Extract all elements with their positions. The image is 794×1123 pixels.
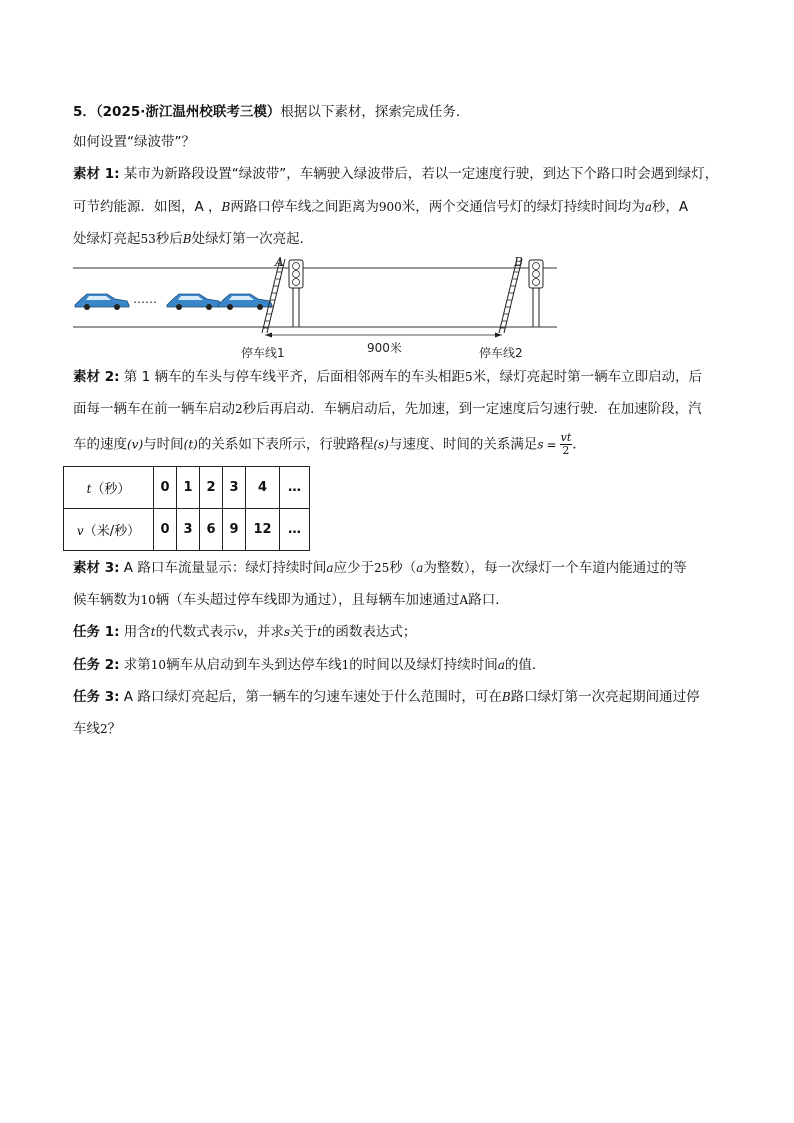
var-a: a xyxy=(497,658,505,672)
text: 处绿灯亮起 xyxy=(73,231,141,247)
var-v: v xyxy=(76,524,84,538)
task3-label: 任务 3: xyxy=(73,689,120,705)
material2-line1 xyxy=(73,367,702,387)
car-icon xyxy=(167,294,221,310)
num-10: 10 xyxy=(150,658,167,672)
text: 面每一辆车在前一辆车启动 xyxy=(73,401,235,417)
stop-line-2-label: 停车线2 xyxy=(479,346,523,360)
traffic-light-icon xyxy=(529,260,543,327)
text: ？ xyxy=(107,721,122,737)
var-a: a xyxy=(644,200,652,214)
text: 米，两个交通信号灯的绿灯持续时间均为 xyxy=(401,199,645,215)
text: 秒（ xyxy=(389,560,417,576)
text: 为整数），每一次绿灯一个车道内能通过的等 xyxy=(423,560,687,576)
table-cell: 9 xyxy=(223,509,246,551)
table-cell: 0 xyxy=(154,509,177,551)
var-B: B xyxy=(221,200,231,214)
material1-text1: 某市为新路段设置“绿波带”，车辆驶入绿波带后，若以一定速度行驶，到达下个路口时会遇到绿灯， xyxy=(123,166,719,182)
text: A 路口车流量显示：绿灯持续时间 xyxy=(123,560,327,576)
table-cell: 3 xyxy=(223,467,246,509)
task2 xyxy=(73,655,545,675)
table-header-v xyxy=(64,509,154,551)
table-cell: 2 xyxy=(200,467,223,509)
var-s: (s) xyxy=(373,437,389,452)
stop-line-2 xyxy=(499,259,522,333)
text: ． xyxy=(572,436,586,453)
material1-line2 xyxy=(73,197,688,217)
dots-text: …… xyxy=(133,292,157,306)
text: 秒，A xyxy=(651,199,689,215)
var-s: s xyxy=(537,437,544,452)
text: 秒后 xyxy=(155,231,183,247)
material3-line1 xyxy=(73,558,687,578)
table-cell: 0 xyxy=(154,467,177,509)
var-a: a xyxy=(326,561,334,575)
task1-label: 任务 1: xyxy=(73,624,120,640)
num-900: 900 xyxy=(378,200,402,214)
text: 的值． xyxy=(504,657,546,673)
num-1: 1 xyxy=(341,658,350,672)
table-cell: 4 xyxy=(246,467,280,509)
num-10: 10 xyxy=(140,593,156,607)
text: 秒后再启动．车辆启动后，先加速，到一定速度后匀速行驶．在加速阶段，汽 xyxy=(242,401,702,417)
text: 路口． xyxy=(468,592,509,608)
text: 候车辆数为 xyxy=(73,592,141,608)
road-figure xyxy=(73,253,563,363)
text: A 路口绿灯亮起后，第一辆车的匀速车速处于什么范围时，可在 xyxy=(123,689,502,705)
var-v: (v) xyxy=(127,437,144,452)
table-cell: 3 xyxy=(177,509,200,551)
fraction-denominator: 2 xyxy=(562,444,570,457)
table-cell: … xyxy=(280,467,310,509)
num-2: 2 xyxy=(235,402,243,416)
text: 的函数表达式； xyxy=(321,624,417,640)
problem-header xyxy=(73,102,469,122)
text: 路口绿灯第一次亮起期间通过停 xyxy=(510,689,700,705)
material2-label: 素材 2: xyxy=(73,369,120,385)
problem-number: 5． xyxy=(73,104,96,120)
var-v: v xyxy=(236,625,244,639)
text: 应少于 xyxy=(333,560,374,576)
task1 xyxy=(73,622,416,642)
num-2: 2 xyxy=(100,722,108,736)
var-a: a xyxy=(416,561,424,575)
car-icon xyxy=(75,294,129,310)
material2-line2 xyxy=(73,399,702,419)
table-cell: … xyxy=(280,509,310,551)
text: 可节约能源．如图，A ， xyxy=(73,199,222,215)
var-t: t xyxy=(317,625,322,639)
text: 与速度、时间的关系满足 xyxy=(388,436,538,453)
var-t: t xyxy=(150,625,156,639)
task3-line1 xyxy=(73,687,700,707)
text: 处绿灯第一次亮起． xyxy=(191,231,314,247)
table-cell: 12 xyxy=(246,509,280,551)
table-cell: 1 xyxy=(177,467,200,509)
car-icon xyxy=(218,294,272,310)
text: 的关系如下表所示，行驶路程 xyxy=(197,436,374,453)
table-row xyxy=(64,467,310,509)
text: 与时间 xyxy=(143,436,184,453)
material1-line3 xyxy=(73,229,313,249)
stop-line-1-label: 停车线1 xyxy=(241,346,285,360)
text: 的时间以及绿灯持续时间 xyxy=(349,657,498,673)
text: 辆（车头超过停车线即为通过），且每辆车加速通过 xyxy=(155,592,460,608)
table-cell: 6 xyxy=(200,509,223,551)
table-header-t xyxy=(64,467,154,509)
label-A: A xyxy=(459,593,469,607)
unit: （秒） xyxy=(91,482,131,497)
var-t: t xyxy=(86,482,92,496)
var-B: B xyxy=(501,690,511,704)
problem-source: （2025·浙江温州校联考三模） xyxy=(95,104,281,120)
material1-line1 xyxy=(73,164,718,184)
text: 米，绿灯亮起时第一辆车立即启动，后 xyxy=(472,369,703,385)
num-25: 25 xyxy=(373,561,390,575)
text: 的代数式表示 xyxy=(155,624,237,640)
fraction-vt-over-2 xyxy=(560,432,573,457)
material2-line3 xyxy=(73,432,586,457)
text: ，并求 xyxy=(243,624,284,640)
unit: （米/秒） xyxy=(83,524,141,539)
distance-label: 900米 xyxy=(367,341,402,355)
text: 第 1 辆车的车头与停车线平齐，后面相邻两车的车头相距 xyxy=(123,369,465,385)
stop-line-1 xyxy=(262,259,285,333)
text: 用含 xyxy=(123,624,151,640)
label-B: B xyxy=(514,255,523,269)
text: 车的速度 xyxy=(73,436,127,453)
var-t: (t) xyxy=(183,437,198,452)
material1-label: 素材 1: xyxy=(73,166,120,182)
distance-arrow xyxy=(265,333,502,338)
speed-time-table xyxy=(63,466,310,551)
task2-label: 任务 2: xyxy=(73,657,120,673)
task3-line2 xyxy=(73,719,121,739)
table-row xyxy=(64,509,310,551)
label-A: A xyxy=(275,255,284,269)
text: 车线 xyxy=(73,721,100,737)
text: 两路口停车线之间距离为 xyxy=(230,199,379,215)
text: 求第 xyxy=(123,657,151,673)
fraction-numerator: vt xyxy=(560,431,572,444)
material3-label: 素材 3: xyxy=(73,560,120,576)
equals-sign: = xyxy=(546,437,557,452)
num-5: 5 xyxy=(464,370,473,384)
traffic-light-icon xyxy=(289,260,303,327)
var-B: B xyxy=(182,232,192,246)
text: 关于 xyxy=(290,624,318,640)
var-s: s xyxy=(283,625,291,639)
problem-instruction: 根据以下素材，探索完成任务． xyxy=(280,104,470,120)
material3-line2 xyxy=(73,590,509,610)
num-53: 53 xyxy=(140,232,156,246)
text: 辆车从启动到车头到达停车线 xyxy=(166,657,342,673)
problem-question: 如何设置“绿波带”？ xyxy=(73,134,195,150)
